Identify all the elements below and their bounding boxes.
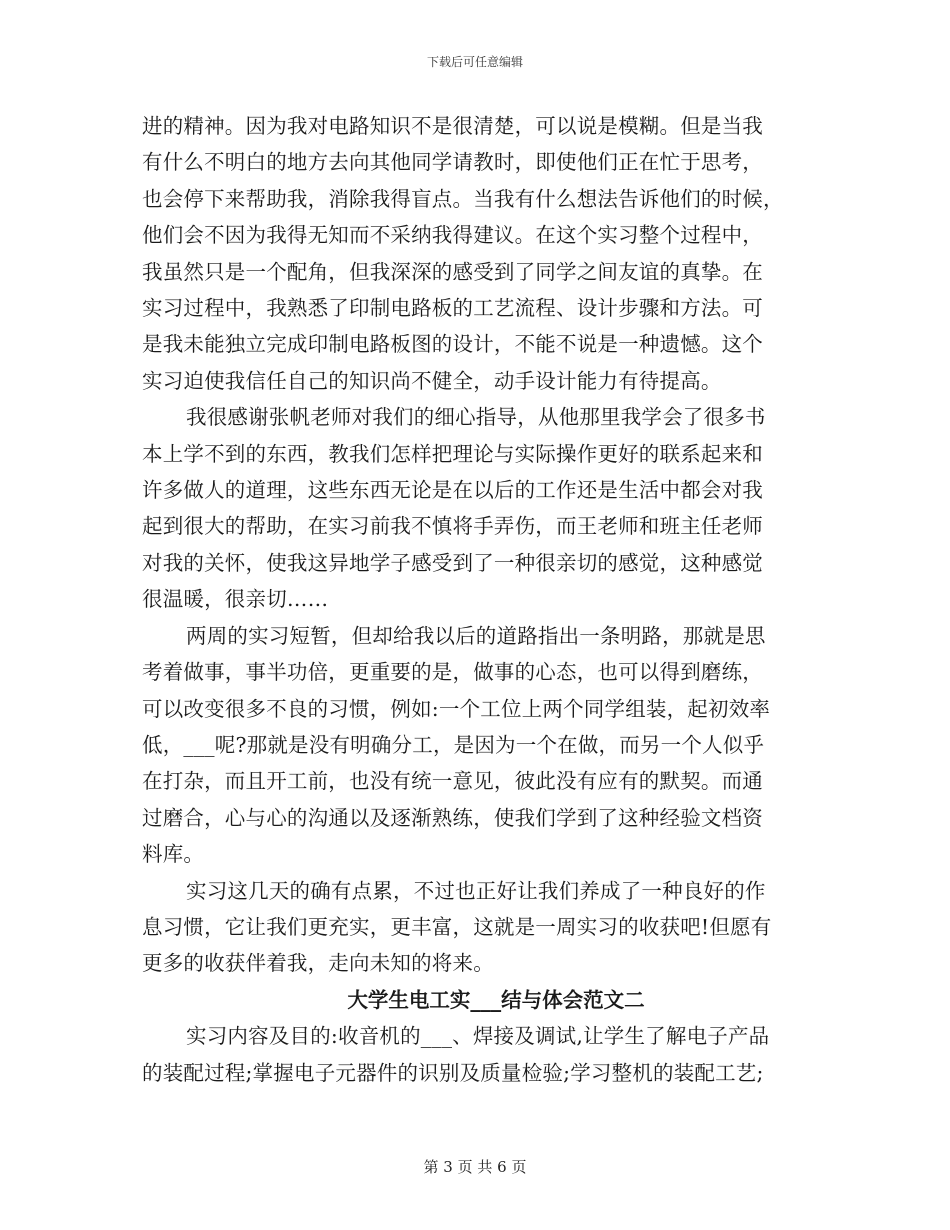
section-title: 大学生电工实___结与体会范文二: [347, 987, 645, 1012]
text-line: 本上学不到的东西，教我们怎样把理论与实际操作更好的联系起来和: [142, 441, 763, 466]
text-line: 也会停下来帮助我，消除我得盲点。当我有什么想法告诉他们的时候，: [142, 186, 784, 211]
document-body: [142, 108, 810, 1091]
page-header-note: 下载后可任意编辑: [426, 55, 523, 69]
text-line: 考着做事，事半功倍，更重要的是，做事的心态，也可以得到磨练，: [142, 660, 763, 685]
page-number-footer: 第 3 页 共 6 页: [423, 1158, 527, 1176]
text-line: 对我的关怀，使我这异地学子感受到了一种很亲切的感觉，这种感觉: [142, 550, 763, 575]
text-line: 两周的实习短暂，但却给我以后的道路指出一条明路，那就是思: [186, 623, 766, 648]
text-line: 料库。: [142, 842, 205, 867]
text-line: 实习迫使我信任自己的知识尚不健全，动手设计能力有待提高。: [142, 368, 722, 393]
text-line: 实习内容及目的:收音机的___、焊接及调试,让学生了解电子产品: [186, 1024, 770, 1049]
text-line: 起到很大的帮助，在实习前我不慎将手弄伤，而王老师和班主任老师: [142, 514, 763, 539]
text-line: 实习这几天的确有点累，不过也正好让我们养成了一种良好的作: [186, 878, 766, 903]
text-line: 息习惯，它让我们更充实，更丰富，这就是一周实习的收获吧!但愿有: [142, 914, 772, 939]
paragraph-2: [142, 399, 810, 617]
text-line: 低，___呢?那就是没有明确分工，是因为一个在做，而另一个人似乎: [142, 732, 765, 757]
paragraph-5: [142, 1018, 810, 1091]
text-line: 我很感谢张帆老师对我们的细心指导，从他那里我学会了很多书: [186, 405, 766, 430]
paragraph-3: [142, 618, 810, 873]
text-line: 进的精神。因为我对电路知识不是很清楚，可以说是模糊。但是当我: [142, 114, 763, 138]
text-line: 可以改变很多不良的习惯，例如:一个工位上两个同学组装，起初效率: [142, 696, 771, 721]
paragraph-1: [142, 108, 810, 399]
text-line: 有什么不明白的地方去向其他同学请教时，即使他们正在忙于思考，: [142, 150, 763, 175]
paragraph-4: [142, 873, 810, 982]
text-line: 我虽然只是一个配角，但我深深的感受到了同学之间友谊的真挚。在: [142, 259, 763, 284]
text-line: 的装配过程;掌握电子元器件的识别及质量检验;学习整机的装配工艺;: [142, 1060, 764, 1085]
text-line: 很温暖，很亲切……: [142, 587, 329, 612]
text-line: 更多的收获伴着我，走向未知的将来。: [142, 951, 494, 976]
text-line: 是我未能独立完成印制电路板图的设计，不能不说是一种遗憾。这个: [142, 332, 763, 357]
text-line: 在打杂，而且开工前，也没有统一意见，彼此没有应有的默契。而通: [142, 769, 763, 794]
text-line: 过磨合，心与心的沟通以及逐渐熟练，使我们学到了这种经验文档资: [142, 805, 763, 830]
text-line: 他们会不因为我得无知而不采纳我得建议。在这个实习整个过程中，: [142, 223, 763, 248]
text-line: 许多做人的道理，这些东西无论是在以后的工作还是生活中都会对我: [142, 478, 763, 503]
text-line: 实习过程中，我熟悉了印制电路板的工艺流程、设计步骤和方法。可: [142, 296, 763, 321]
